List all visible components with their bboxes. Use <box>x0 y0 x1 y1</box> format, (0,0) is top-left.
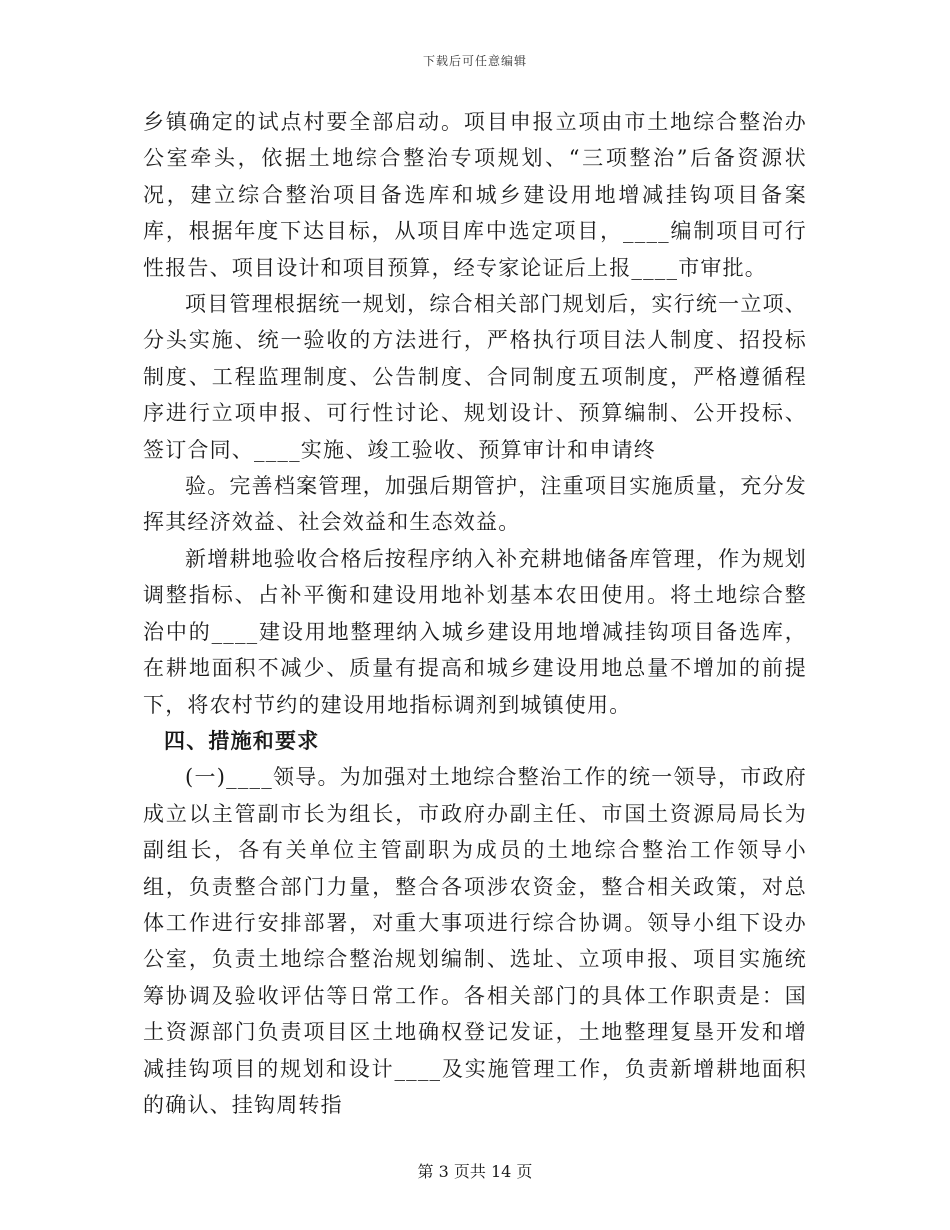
page-number: 第 3 页共 14 页 <box>417 1162 533 1181</box>
paragraph-archive-management: 验。完善档案管理，加强后期管护，注重项目实施质量，充分发挥其经济效益、社会效益和生态效益。 <box>143 474 807 535</box>
page-header: 下载后可任意编辑 <box>422 54 527 68</box>
document-body <box>143 104 807 1123</box>
paragraph-new-farmland: 新增耕地验收合格后按程序纳入补充耕地储备库管理，作为规划调整指标、占补平衡和建设用地补划基本农田使用。将土地综合整治中的____建设用地整理纳入城乡建设用地增减挂钩项目备选库，在耕地面积不减少、质量有提高和城乡建设用地总量不增加的前提下，将农村节约的建设用地指标调剂到城镇使用。 <box>143 546 807 717</box>
section-heading: 四、措施和要求 <box>164 727 320 753</box>
paragraph-leadership: (一)____领导。为加强对土地综合整治工作的统一领导，市政府成立以主管副市长为组长，市政府办副主任、市国土资源局局长为副组长，各有关单位主管副职为成员的土地综合整治工作领导小组，负责整合部门力量，整合各项涉农资金，整合相关政策，对总体工作进行安排部署，对重大事项进行综合协调。领导小组下设办公室，负责土地综合整治规划编制、选址、立项申报、项目实施统筹协调及验收评估等日常工作。各相关部门的具体工作职责是：国土资源部门负责项目区土地确权登记发证，土地整理复垦开发和增减挂钩项目的规划和设计____及实施管理工作，负责新增耕地面积的确认、挂钩周转指 <box>143 765 807 1117</box>
paragraph-project-management: 项目管理根据统一规划，综合相关部门规划后，实行统一立项、分头实施、统一验收的方法进行，严格执行项目法人制度、招投标制度、工程监理制度、公告制度、合同制度五项制度，严格遵循程序进行立项申报、可行性讨论、规划设计、预算编制、公开投标、签订合同、____实施、竣工验收、预算审计和申请终 <box>143 292 807 462</box>
paragraph-continued: 乡镇确定的试点村要全部启动。项目申报立项由市土地综合整治办公室牵头，依据土地综合整治专项规划、“三项整治”后备资源状况，建立综合整治项目备选库和城乡建设用地增减挂钩项目备案库，根据年度下达目标，从项目库中选定项目，____编制项目可行性报告、项目设计和项目预算，经专家论证后上报____市审批。 <box>143 110 807 280</box>
